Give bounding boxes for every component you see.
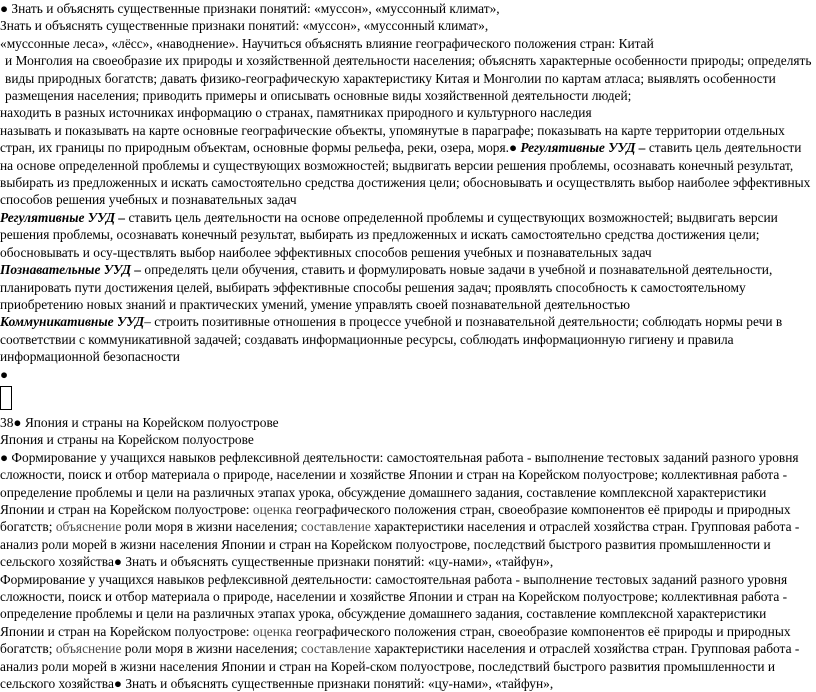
regulative-paragraph (0, 209, 812, 261)
goal-line-1: ● Знать и объяснять существенные признаки понятий: «муссон», «муссонный климат», (0, 1, 500, 16)
skills-text-1b: географического положения стран, своеобразие компонентов её природы и природных богатств; (0, 501, 791, 535)
communicative-paragraph (0, 313, 812, 365)
regulative-label: Регулятивные УУД – (0, 209, 126, 225)
skills-term-2c: составление (300, 641, 371, 657)
skills-term-1a: оценка (252, 501, 293, 517)
skills-text-2a: Формирование у учащихся навыков рефлексивной деятельности: самостоятельная работа - выполнение тестовых заданий разного уровня сложности, поиск и отбор материала о природе, населении и хозяйстве Японии и стран на Корейском полуострове; коллективная работа - определение проблемы и цели на различных этапах урока, обсуждение домашнего задания, составление комплексной характеристики Японии и стран на Корейском полуострове: (0, 571, 788, 639)
empty-table-cell (0, 386, 12, 410)
goal-text: называть и показывать на карте основные географические объекты, упомянутые в параграфе; показывать на карте территории отдельных стран, их границы по природным объектам, основные формы рельефа, реки, озера, моря.● (0, 122, 785, 156)
cognitive-text: определять цели обучения, ставить и формулировать новые задачи в учебной и познавательной деятельности, планировать пути достижения целей, выбирать эффективные способы решения задач; проявлять способность к самостоятельному приобретению новых знаний и практических умений, умение управлять своей познавательной деятельностью (0, 262, 773, 312)
skills-term-2b: объяснение (55, 641, 122, 657)
skills-paragraph-1 (0, 449, 812, 571)
cognitive-label: Познавательные УУД – (0, 262, 142, 278)
communicative-label: Коммуникативные УУД (0, 314, 145, 330)
skills-paragraph-2 (0, 571, 812, 692)
communicative-text: – строить позитивные отношения в процессе учебной и познавательной деятельности; соблюдать нормы речи в соответствии с коммуникативной задачей; создавать информационные ресурсы, соблюдать информационную гигиену и правила информационной безопасности (0, 314, 783, 365)
skills-text-2b: географического положения стран, своеобразие компонентов её природы и природных богатств; (0, 623, 791, 657)
bullet-line: ● (0, 366, 9, 382)
regulative-text-inline: ставить цель деятельности на основе определенной проблемы и существующих возможностей; выдвигать версии решения проблемы, осознавать конечный результат, выбирать из предложенных и искать самостоятельно средства достижения цели; обосновывать и осуществлять выбор наиболее эффективных способов решения учебных и познавательных задач (0, 140, 811, 208)
skills-term-1b: объяснение (55, 519, 122, 535)
skills-text-2c: роли моря в жизни населения; (121, 641, 301, 657)
lesson-number-title: 38● Япония и страны на Корейском полуострове (0, 414, 279, 430)
cognitive-paragraph (0, 261, 812, 313)
skills-term-1c: составление (300, 519, 371, 535)
goal-paragraph-6 (0, 122, 812, 209)
skills-text-1a: ● Формирование у учащихся навыков рефлексивной деятельности: самостоятельная работа - выполнение тестовых заданий разного уровня сложности, поиск и отбор материала о природе, населении и хозяйстве Японии и стран на Корейском полуострове; коллективная работа - определение проблемы и цели на различных этапах урока, обсуждение домашнего задания, составление комплексной характеристики Японии и стран на Корейском полуострове: (0, 449, 799, 517)
lesson-title: Япония и страны на Корейском полуострове (0, 432, 254, 448)
regulative-label-inline: Регулятивные УУД – (520, 140, 646, 156)
goal-line-3: «муссонные леса», «лёсс», «наводнение». Научиться объяснять влияние географического положения стран: Китай (0, 35, 654, 51)
goal-line-5: находить в разных источниках информацию о странах, памятниках природного и культурного наследия (0, 105, 592, 121)
skills-text-2d: характеристики населения и отраслей хозяйства стран. Групповая работа - анализ роли морей в жизни населения Японии и стран на Корей-ском полуострове, последствий быстрого развития промышленности и сельского хозяйства● Знать и объяснять существенные признаки понятий: «цу-нами», «тайфун», (0, 641, 800, 692)
skills-term-2a: оценка (252, 623, 293, 639)
regulative-text: ставить цель деятельности на основе определенной проблемы и существующих возможностей; выдвигать версии решения проблемы, осознавать конечный результат, выбирать из предложенных и искать самостоятельно средства достижения цели; обосновывать и осу-ществлять выбор наиболее эффективных способов решения учебных и познавательных задач (0, 209, 778, 260)
skills-text-1c: роли моря в жизни населения; (121, 519, 301, 535)
goal-paragraph-4: и Монголия на своеобразие их природы и хозяйственной деятельности населения; объяснять характерные особенности природы; определять виды природных богатств; давать физико-географическую характеристику Китая и Монголии по картам атласа; выявлять особенности размещения населения; приводить примеры и описывать основные виды хозяйственной деятельности людей; (5, 53, 812, 104)
skills-text-1d: характеристики населения и отраслей хозяйства стран. Групповая работа - анализ роли морей в жизни населения Японии и стран на Корейском полуострове, последствий быстрого развития промышленности и сельского хозяйства● Знать и объяснять существенные признаки понятий: «цу-нами», «тайфун», (0, 519, 800, 570)
goal-line-2: Знать и объяснять существенные признаки понятий: «муссон», «муссонный климат», (0, 18, 489, 34)
